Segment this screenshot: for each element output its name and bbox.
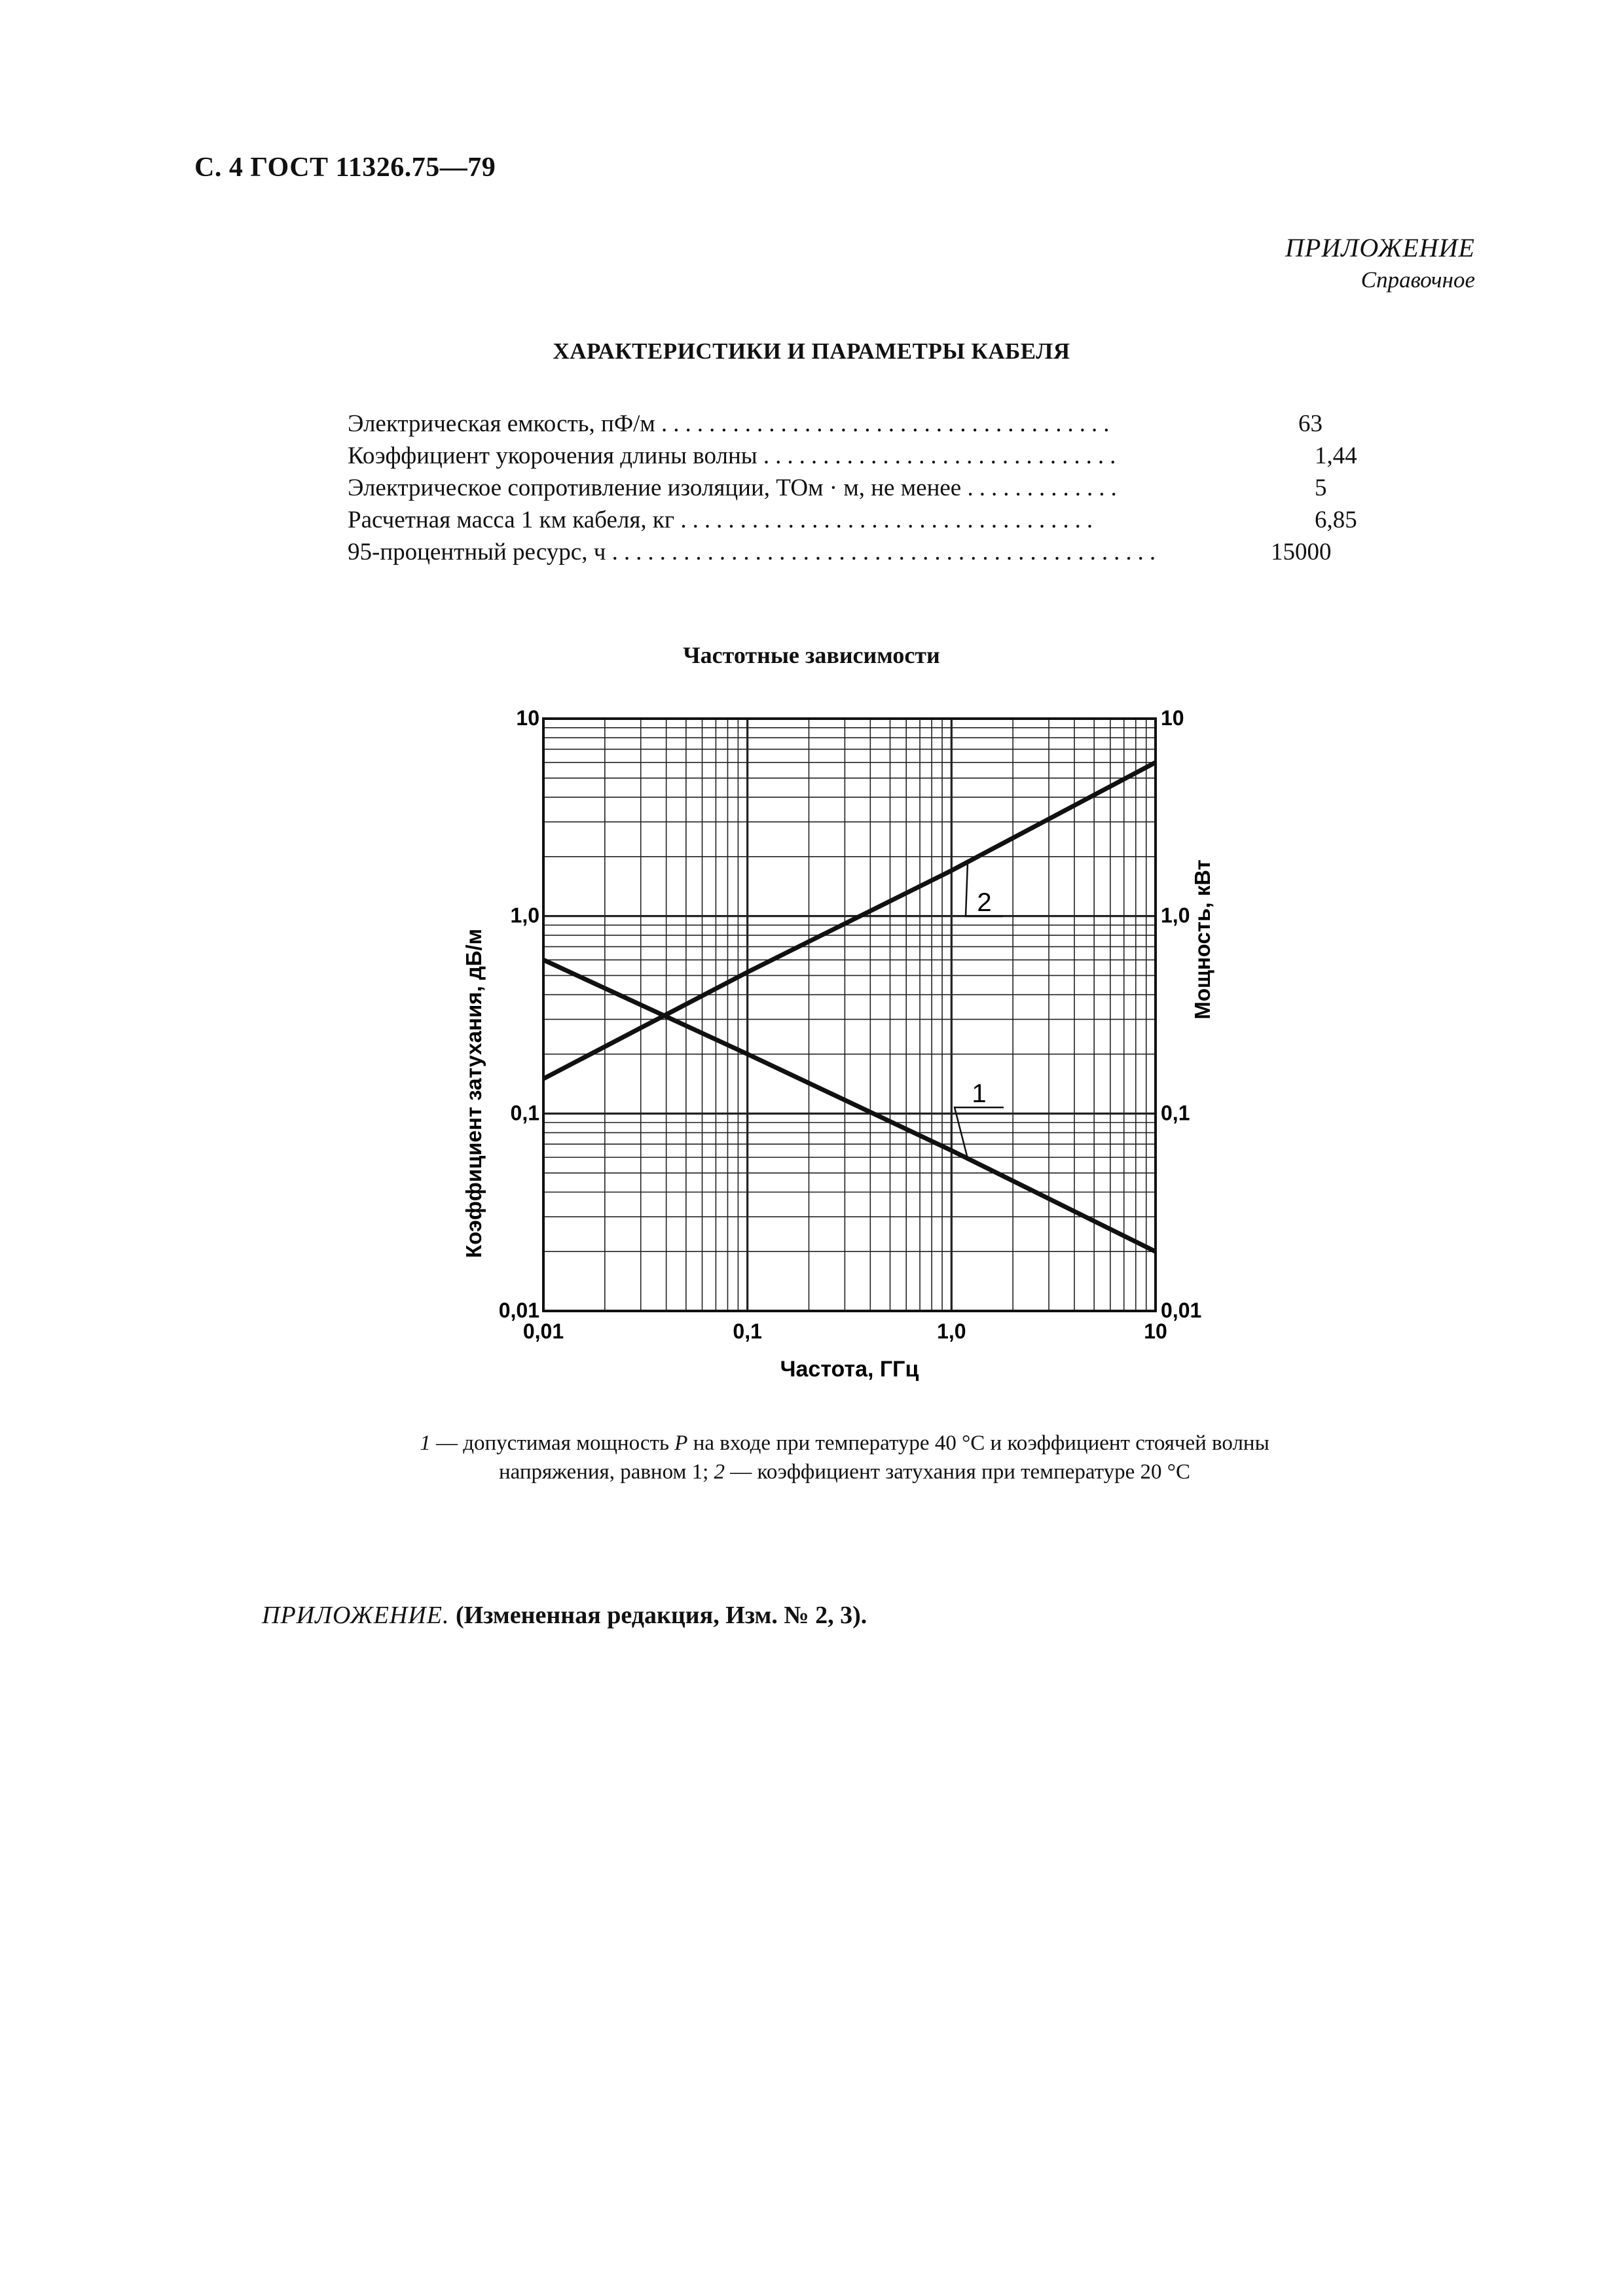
leader-dots: ................................... [680,507,1099,533]
parameter-value: 15000 [1271,539,1332,565]
y-right-tick-label: 10 [1161,706,1184,730]
y-left-tick-label: 0,1 [510,1101,539,1125]
parameter-label: Электрическая емкость, пФ/м [348,410,655,437]
leader-dots: .............................. [763,442,1122,469]
tick-labels [499,706,1202,1343]
grid-minor [543,719,1156,1311]
parameter-value: 1,44 [1315,442,1357,469]
y-left-tick-label: 1,0 [510,903,539,927]
plot-frame [543,719,1156,1311]
parameter-value: 5 [1315,475,1327,501]
figure-caption [367,1429,1322,1486]
appendix-label: ПРИЛОЖЕНИЕ [1285,233,1475,262]
document-header: С. 4 ГОСТ 11326.75—79 [194,152,496,183]
caption-text-1: — допустимая мощность [430,1431,675,1455]
x-tick-label: 1,0 [937,1319,966,1343]
series-layer [543,762,1156,1251]
y-right-tick-label: 0,01 [1161,1299,1202,1322]
callout-label-2: 2 [977,888,992,917]
parameter-value: 63 [1298,410,1322,437]
amendment-appendix-label: ПРИЛОЖЕНИЕ. [262,1602,450,1629]
y-right-tick-label: 0,1 [1161,1101,1190,1125]
y-right-tick-label: 1,0 [1161,903,1190,927]
section-title: ХАРАКТЕРИСТИКИ И ПАРАМЕТРЫ КАБЕЛЯ [553,338,1070,364]
caption-var-p: P [674,1431,688,1455]
y-axis-left-label: Коэффициент затухания, дБ/м [462,928,486,1259]
caption-num-2: 2 [714,1460,725,1484]
parameter-label: Электрическое сопротивление изоляции, ТОм · м, не менее [348,475,962,501]
series-line-1 [543,960,1156,1252]
y-axis-right-label: Мощность, кВт [1190,859,1214,1020]
parameter-label: Коэффициент укорочения длины волны [348,442,757,469]
chart-title: Частотные зависимости [683,642,940,668]
y-left-tick-label: 10 [516,706,539,730]
appendix-sublabel: Справочное [1360,267,1475,293]
caption-text-3: — коэффициент затухания при температуре 20 °С [725,1460,1191,1484]
series-line-2 [543,762,1156,1079]
caption-num-1: 1 [420,1431,431,1455]
parameter-label: Расчетная масса 1 км кабеля, кг [348,507,675,533]
leader-dots: .............................................. [611,539,1162,565]
amendment-text: (Измененная редакция, Изм. № 2, 3). [455,1602,867,1629]
caption-text-2: на входе при температуре 40 °С и коэффициент стоячей волны напряжения, равном 1; [498,1431,1269,1484]
x-axis-label: Частота, ГГц [780,1357,919,1382]
parameter-value: 6,85 [1315,507,1357,533]
leader-dots: ............. [967,475,1123,501]
y-left-tick-label: 0,01 [498,1299,539,1322]
x-tick-label: 0,01 [522,1319,564,1343]
x-tick-label: 10 [1144,1319,1167,1343]
x-tick-label: 0,1 [733,1319,762,1343]
callout-label-1: 1 [972,1079,987,1108]
amendment-note [262,1601,867,1630]
grid-major [543,719,1156,1311]
leader-dots: ...................................... [661,410,1116,437]
parameter-label: 95-процентный ресурс, ч [348,539,606,565]
